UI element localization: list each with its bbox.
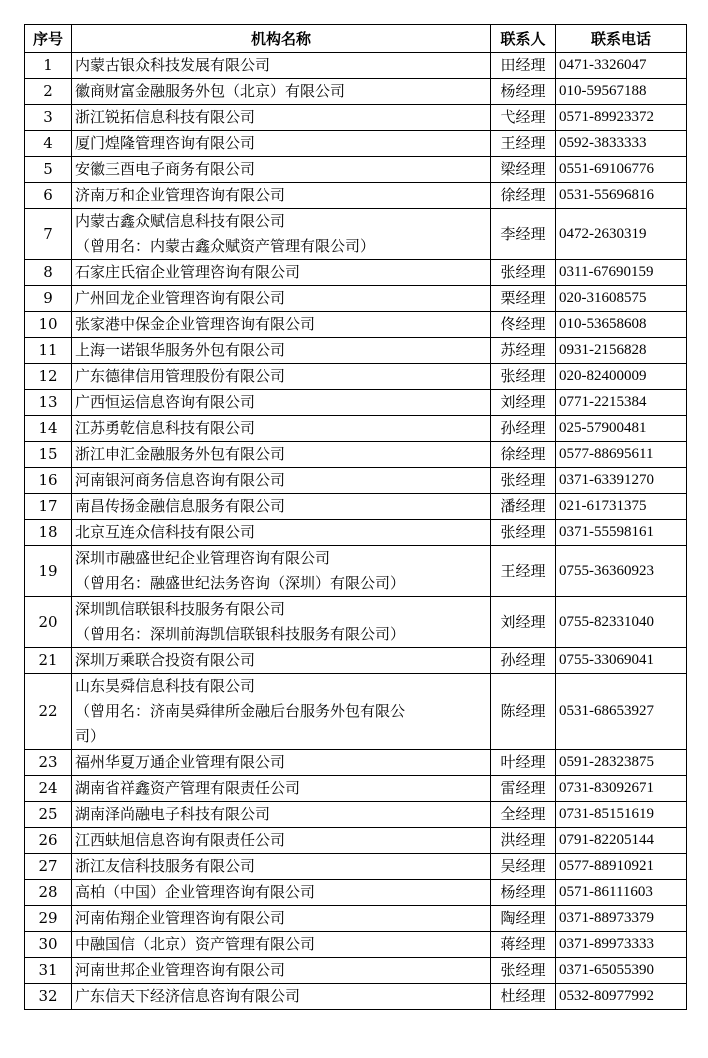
contact-phone: 0531-68653927 <box>556 674 687 750</box>
row-number: 21 <box>25 648 72 674</box>
table-row <box>25 131 687 157</box>
contact-person: 刘经理 <box>491 390 556 416</box>
contact-phone: 0731-83092671 <box>556 776 687 802</box>
institution-name: 湖南省祥鑫资产管理有限责任公司 <box>75 779 301 797</box>
contact-phone: 0531-55696816 <box>556 183 687 209</box>
row-number: 8 <box>25 260 72 286</box>
institution-name: 石家庄氏宿企业管理咨询有限公司 <box>75 263 301 281</box>
contact-phone: 0472-2630319 <box>556 209 687 260</box>
institution-name: 张家港中保金企业管理咨询有限公司 <box>75 315 316 333</box>
institution-name: 浙江友信科技服务有限公司 <box>75 857 256 875</box>
institution-name: 上海一诺银华服务外包有限公司 <box>75 341 286 359</box>
contact-person: 潘经理 <box>491 494 556 520</box>
institution-name: 广西恒运信息咨询有限公司 <box>75 393 256 411</box>
contact-phone: 0371-63391270 <box>556 468 687 494</box>
row-number: 6 <box>25 183 72 209</box>
institution-name-cell <box>72 854 491 880</box>
institution-name-cell <box>72 958 491 984</box>
contact-person: 刘经理 <box>491 597 556 648</box>
row-number: 31 <box>25 958 72 984</box>
institution-name: 福州华夏万通企业管理有限公司 <box>75 753 286 771</box>
row-number: 25 <box>25 802 72 828</box>
institution-name-cell <box>72 802 491 828</box>
institution-name-cell <box>72 932 491 958</box>
institution-name: 广州回龙企业管理咨询有限公司 <box>75 289 286 307</box>
contact-person: 张经理 <box>491 520 556 546</box>
institution-name-cell <box>72 674 491 750</box>
institution-name-cell <box>72 364 491 390</box>
table-row <box>25 906 687 932</box>
row-number: 30 <box>25 932 72 958</box>
table-body <box>25 53 687 1010</box>
contact-phone: 0551-69106776 <box>556 157 687 183</box>
institution-name-cell <box>72 53 491 79</box>
row-number: 32 <box>25 984 72 1010</box>
institution-name-cell <box>72 183 491 209</box>
contact-person: 陈经理 <box>491 674 556 750</box>
table-row <box>25 209 687 260</box>
table-row <box>25 828 687 854</box>
institution-name-cell <box>72 494 491 520</box>
row-number: 18 <box>25 520 72 546</box>
table-header-row <box>25 25 687 53</box>
institution-name-cell <box>72 79 491 105</box>
contact-person: 弋经理 <box>491 105 556 131</box>
institution-name: 深圳市融盛世纪企业管理咨询有限公司 <box>75 549 331 567</box>
contact-phone: 0371-55598161 <box>556 520 687 546</box>
row-number: 23 <box>25 750 72 776</box>
institution-table <box>24 24 687 1010</box>
contact-phone: 0371-89973333 <box>556 932 687 958</box>
contact-phone: 010-53658608 <box>556 312 687 338</box>
table-row <box>25 880 687 906</box>
table-row <box>25 776 687 802</box>
table-row <box>25 157 687 183</box>
row-number: 27 <box>25 854 72 880</box>
row-number: 4 <box>25 131 72 157</box>
former-name-line: 司） <box>75 727 106 745</box>
institution-name: 山东昊舜信息科技有限公司 <box>75 677 256 695</box>
institution-name: 江苏勇乾信息科技有限公司 <box>75 419 256 437</box>
institution-name-cell <box>72 442 491 468</box>
institution-name: 厦门煌隆管理咨询有限公司 <box>75 134 256 152</box>
institution-name: 济南万和企业管理咨询有限公司 <box>75 186 286 204</box>
row-number: 5 <box>25 157 72 183</box>
institution-name: 南昌传扬金融信息服务有限公司 <box>75 497 286 515</box>
institution-name-cell <box>72 312 491 338</box>
contact-person: 徐经理 <box>491 442 556 468</box>
row-number: 3 <box>25 105 72 131</box>
table-row <box>25 468 687 494</box>
contact-phone: 0371-65055390 <box>556 958 687 984</box>
row-number: 17 <box>25 494 72 520</box>
contact-person: 洪经理 <box>491 828 556 854</box>
institution-name-cell <box>72 828 491 854</box>
contact-phone: 021-61731375 <box>556 494 687 520</box>
institution-name-cell <box>72 105 491 131</box>
contact-person: 孙经理 <box>491 416 556 442</box>
row-number: 14 <box>25 416 72 442</box>
row-number: 24 <box>25 776 72 802</box>
row-number: 20 <box>25 597 72 648</box>
institution-name: 徽商财富金融服务外包（北京）有限公司 <box>75 82 346 100</box>
former-name-line: （曾用名：融盛世纪法务咨询（深圳）有限公司） <box>75 574 406 592</box>
contact-person: 杨经理 <box>491 880 556 906</box>
contact-phone: 0577-88695611 <box>556 442 687 468</box>
institution-name-cell <box>72 750 491 776</box>
table-row <box>25 520 687 546</box>
contact-phone: 020-31608575 <box>556 286 687 312</box>
contact-phone: 0592-3833333 <box>556 131 687 157</box>
institution-name: 广东德律信用管理股份有限公司 <box>75 367 286 385</box>
table-row <box>25 854 687 880</box>
contact-phone: 020-82400009 <box>556 364 687 390</box>
institution-name-cell <box>72 338 491 364</box>
contact-phone: 0371-88973379 <box>556 906 687 932</box>
contact-person: 孙经理 <box>491 648 556 674</box>
row-number: 29 <box>25 906 72 932</box>
table-row <box>25 183 687 209</box>
institution-name: 河南佑翔企业管理咨询有限公司 <box>75 909 286 927</box>
contact-person: 杜经理 <box>491 984 556 1010</box>
contact-person: 王经理 <box>491 131 556 157</box>
institution-name-cell <box>72 260 491 286</box>
institution-name-cell <box>72 597 491 648</box>
table-row <box>25 932 687 958</box>
row-number: 15 <box>25 442 72 468</box>
table-row <box>25 674 687 750</box>
contact-phone: 0771-2215384 <box>556 390 687 416</box>
row-number: 10 <box>25 312 72 338</box>
table-row <box>25 105 687 131</box>
contact-person: 蒋经理 <box>491 932 556 958</box>
row-number: 26 <box>25 828 72 854</box>
institution-name-cell <box>72 984 491 1010</box>
table-row <box>25 312 687 338</box>
institution-name: 河南世邦企业管理咨询有限公司 <box>75 961 286 979</box>
contact-phone: 0755-36360923 <box>556 546 687 597</box>
row-number: 12 <box>25 364 72 390</box>
row-number: 11 <box>25 338 72 364</box>
institution-name: 浙江申汇金融服务外包有限公司 <box>75 445 286 463</box>
table-row <box>25 802 687 828</box>
contact-person: 梁经理 <box>491 157 556 183</box>
contact-person: 栗经理 <box>491 286 556 312</box>
contact-phone: 0731-85151619 <box>556 802 687 828</box>
contact-person: 张经理 <box>491 958 556 984</box>
table-row <box>25 984 687 1010</box>
header-phone: 联系电话 <box>556 25 687 53</box>
contact-person: 张经理 <box>491 364 556 390</box>
contact-person: 田经理 <box>491 53 556 79</box>
table-row <box>25 597 687 648</box>
institution-name-cell <box>72 390 491 416</box>
contact-person: 全经理 <box>491 802 556 828</box>
contact-person: 李经理 <box>491 209 556 260</box>
institution-name: 内蒙古鑫众赋信息科技有限公司 <box>75 212 286 230</box>
institution-name-cell <box>72 546 491 597</box>
institution-name-cell <box>72 416 491 442</box>
table-row <box>25 416 687 442</box>
institution-name: 湖南泽尚融电子科技有限公司 <box>75 805 271 823</box>
table-row <box>25 494 687 520</box>
contact-person: 陶经理 <box>491 906 556 932</box>
contact-phone: 0591-28323875 <box>556 750 687 776</box>
institution-name-cell <box>72 157 491 183</box>
row-number: 7 <box>25 209 72 260</box>
table-row <box>25 958 687 984</box>
contact-phone: 0577-88910921 <box>556 854 687 880</box>
contact-phone: 010-59567188 <box>556 79 687 105</box>
institution-name: 江西蚨旭信息咨询有限责任公司 <box>75 831 286 849</box>
table-row <box>25 79 687 105</box>
institution-name-cell <box>72 906 491 932</box>
contact-person: 佟经理 <box>491 312 556 338</box>
table-row <box>25 53 687 79</box>
contact-phone: 025-57900481 <box>556 416 687 442</box>
former-name-line: （曾用名：深圳前海凯信联银科技服务有限公司） <box>75 625 406 643</box>
row-number: 28 <box>25 880 72 906</box>
table-row <box>25 364 687 390</box>
contact-phone: 0471-3326047 <box>556 53 687 79</box>
former-name-line: （曾用名：济南昊舜律所金融后台服务外包有限公 <box>75 702 406 720</box>
institution-name: 河南银河商务信息咨询有限公司 <box>75 471 286 489</box>
institution-name: 中融国信（北京）资产管理有限公司 <box>75 935 316 953</box>
institution-name: 安徽三酉电子商务有限公司 <box>75 160 256 178</box>
contact-person: 苏经理 <box>491 338 556 364</box>
table-row <box>25 338 687 364</box>
contact-phone: 0311-67690159 <box>556 260 687 286</box>
institution-name: 深圳万乘联合投资有限公司 <box>75 651 256 669</box>
contact-person: 王经理 <box>491 546 556 597</box>
institution-name: 高柏（中国）企业管理咨询有限公司 <box>75 883 316 901</box>
institution-name: 浙江锐拓信息科技有限公司 <box>75 108 256 126</box>
contact-person: 吴经理 <box>491 854 556 880</box>
institution-name-cell <box>72 648 491 674</box>
header-no: 序号 <box>25 25 72 53</box>
contact-person: 徐经理 <box>491 183 556 209</box>
row-number: 16 <box>25 468 72 494</box>
institution-name-cell <box>72 520 491 546</box>
contact-phone: 0755-82331040 <box>556 597 687 648</box>
table-row <box>25 442 687 468</box>
institution-name-cell <box>72 468 491 494</box>
contact-phone: 0532-80977992 <box>556 984 687 1010</box>
row-number: 13 <box>25 390 72 416</box>
contact-person: 张经理 <box>491 468 556 494</box>
institution-name-cell <box>72 880 491 906</box>
institution-name: 广东信天下经济信息咨询有限公司 <box>75 987 301 1005</box>
contact-person: 雷经理 <box>491 776 556 802</box>
institution-name-cell <box>72 776 491 802</box>
contact-phone: 0571-86111603 <box>556 880 687 906</box>
table-row <box>25 286 687 312</box>
institution-name-cell <box>72 209 491 260</box>
header-name: 机构名称 <box>72 25 491 53</box>
contact-person: 叶经理 <box>491 750 556 776</box>
institution-name-cell <box>72 286 491 312</box>
row-number: 2 <box>25 79 72 105</box>
table-row <box>25 546 687 597</box>
institution-name: 北京互连众信科技有限公司 <box>75 523 256 541</box>
contact-phone: 0791-82205144 <box>556 828 687 854</box>
table-row <box>25 648 687 674</box>
institution-name: 深圳凯信联银科技服务有限公司 <box>75 600 286 618</box>
table-row <box>25 390 687 416</box>
row-number: 19 <box>25 546 72 597</box>
contact-person: 张经理 <box>491 260 556 286</box>
contact-person: 杨经理 <box>491 79 556 105</box>
contact-phone: 0755-33069041 <box>556 648 687 674</box>
table-row <box>25 260 687 286</box>
former-name-line: （曾用名：内蒙古鑫众赋资产管理有限公司） <box>75 237 376 255</box>
header-contact: 联系人 <box>491 25 556 53</box>
contact-phone: 0571-89923372 <box>556 105 687 131</box>
row-number: 1 <box>25 53 72 79</box>
row-number: 9 <box>25 286 72 312</box>
contact-phone: 0931-2156828 <box>556 338 687 364</box>
institution-name-cell <box>72 131 491 157</box>
table-row <box>25 750 687 776</box>
institution-name: 内蒙古银众科技发展有限公司 <box>75 56 271 74</box>
row-number: 22 <box>25 674 72 750</box>
